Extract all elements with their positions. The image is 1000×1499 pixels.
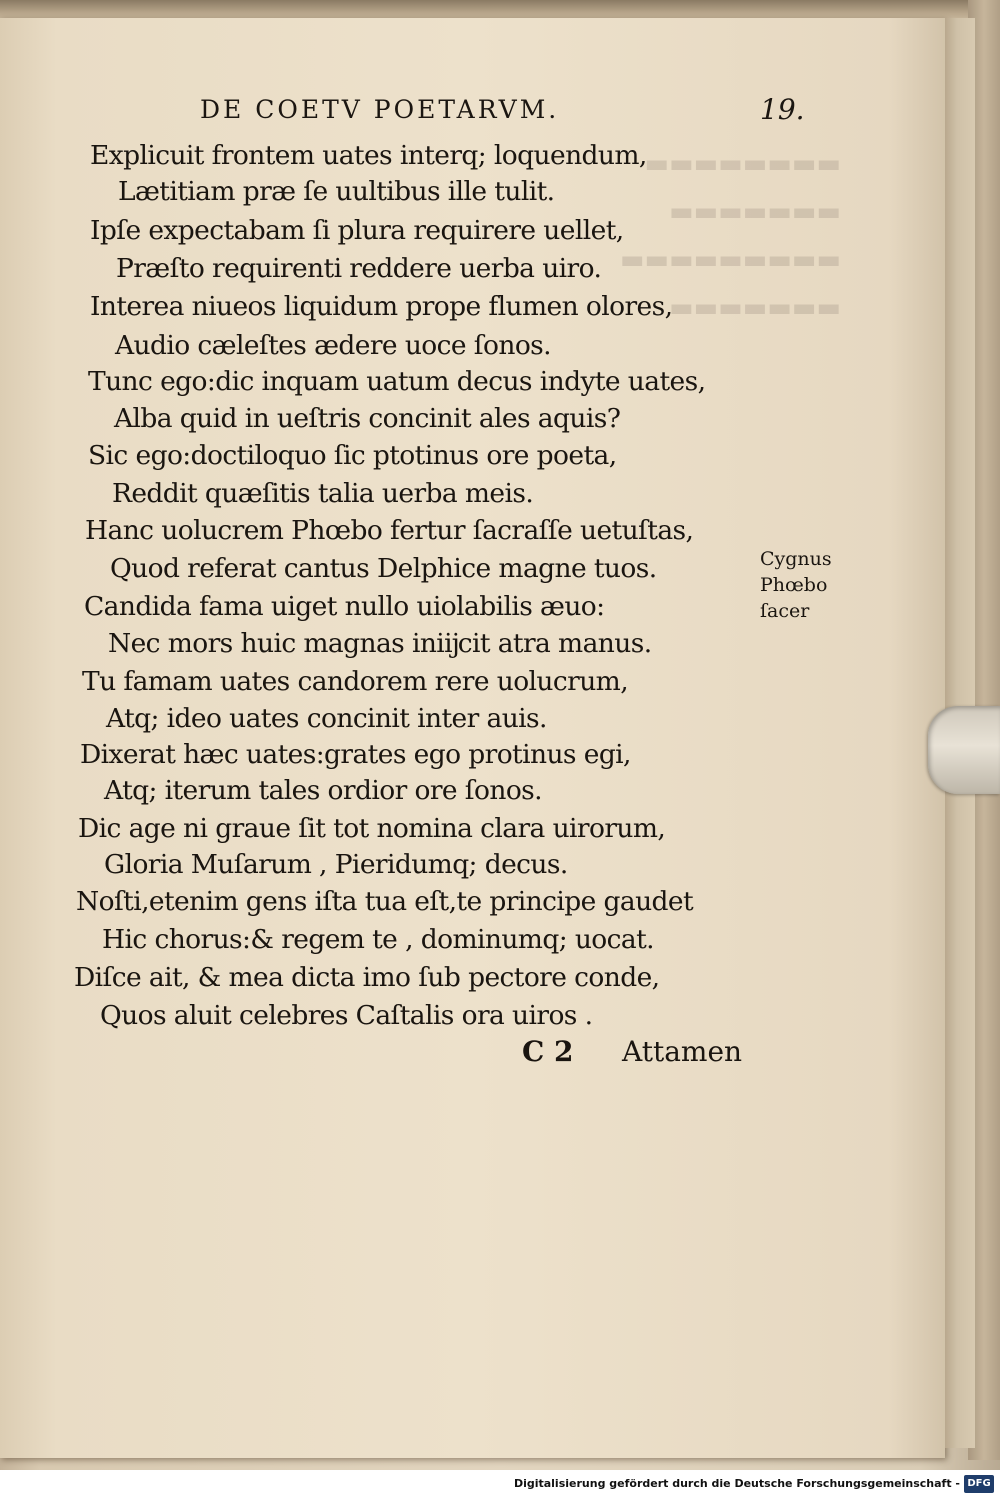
page-header	[200, 93, 805, 129]
verse-line: Gloria Muſarum , Pieridumq; decus.	[104, 849, 568, 880]
verse-line: Explicuit frontem uates interq; loquendum,	[90, 140, 647, 171]
verse-line: Atq; iterum tales ordior ore ſonos.	[104, 775, 543, 806]
verse-line: Alba quid in ueſtris concinit ales aquis?	[114, 403, 621, 434]
verse-line: Hic chorus:& regem te , dominumq; uocat.	[102, 924, 654, 955]
signature-mark: C 2	[522, 1035, 574, 1068]
marginal-note-line: Phœbo	[760, 574, 828, 596]
marginal-note-line: Cygnus	[760, 548, 832, 570]
dfg-logo: DFG	[964, 1475, 994, 1493]
verse-line: Ipſe expectabam ſi plura requirere uellet,	[90, 215, 624, 246]
verse-line: Atq; ideo uates concinit inter auis.	[106, 703, 547, 734]
verse-line: Tu famam uates candorem rere uolucrum,	[82, 666, 629, 697]
verse-line: Candida fama uiget nullo uiolabilis æuo:	[84, 591, 605, 622]
funding-credit: Digitalisierung gefördert durch die Deutsche Forschungsgemeinschaft -	[513, 1477, 960, 1490]
marginal-note-line: ſacer	[760, 600, 810, 622]
catchword: Attamen	[622, 1035, 743, 1068]
show-through: ▬▬▬▬▬▬▬▬ ▬▬▬▬▬▬▬ ▬▬▬▬▬▬▬▬▬ ▬▬▬▬▬▬▬	[620, 149, 842, 323]
verse-line: Nec mors huic magnas iniĳcit atra manus.	[108, 628, 652, 659]
page-number: 19.	[760, 93, 805, 126]
verse-line: Reddit quæſitis talia uerba meis.	[112, 478, 534, 509]
verse-line: Quod referat cantus Delphice magne tuos.	[110, 553, 657, 584]
verse-line: Lætitiam præ ſe uultibus ille tulit.	[118, 176, 555, 207]
running-title: DE COETV POETARVM.	[200, 95, 560, 124]
verse-line: Audio cæleſtes ædere uoce ſonos.	[115, 330, 551, 361]
verse-line: Dic age ni graue ſit tot nomina clara uirorum,	[78, 813, 666, 844]
verse-line: Dixerat hæc uates:grates ego protinus egi,	[80, 739, 631, 770]
page-clip	[928, 706, 1000, 794]
verse-line: Hanc uolucrem Phœbo fertur ſacraſſe uetuſtas,	[85, 515, 694, 546]
verse-line: Diſce ait, & mea dicta imo ſub pectore conde,	[74, 962, 660, 993]
verse-line: Noſti,etenim gens iſta tua eſt,te principe gaudet	[76, 886, 694, 917]
verse-line: Præſto requirenti reddere uerba uiro.	[116, 253, 602, 284]
verse-line: Tunc ego:dic inquam uatum decus indyte uates,	[88, 366, 706, 397]
credit-bar	[0, 1470, 1000, 1499]
verse-line: Interea niueos liquidum prope flumen olores,	[90, 291, 673, 322]
verse-line: Sic ego:doctiloquo ſic ptotinus ore poeta,	[88, 440, 617, 471]
marginal-note	[760, 546, 870, 624]
verse-line: Quos aluit celebres Caſtalis ora uiros .	[100, 1000, 593, 1031]
